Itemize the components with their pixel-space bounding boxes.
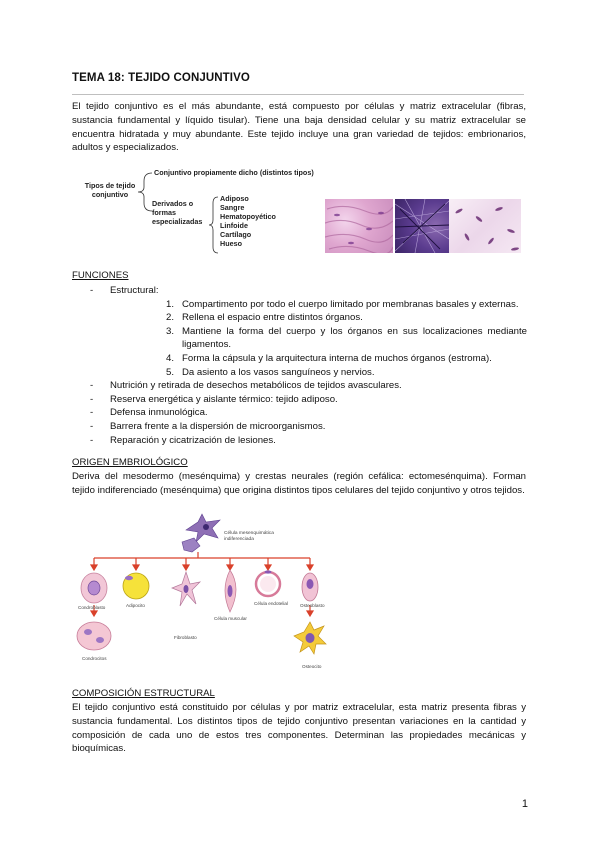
label-condrocitos: Condrocitos bbox=[82, 656, 107, 661]
subtype-hueso: Hueso bbox=[220, 239, 242, 248]
adipocyte-icon bbox=[123, 573, 149, 599]
list-item: 5. Da asiento a los vasos sanguíneos y nervios. bbox=[166, 366, 375, 378]
micrograph-light-tissue bbox=[449, 199, 521, 253]
list-item: - Barrera frente a la dispersión de microorganismos. bbox=[90, 420, 326, 432]
label-celula-muscular: Célula muscular bbox=[214, 616, 247, 621]
list-item: - Reserva energética y aislante térmico: tejido adiposo. bbox=[90, 393, 338, 405]
functions-heading: FUNCIONES bbox=[72, 270, 129, 281]
muscle-cell-icon bbox=[225, 570, 236, 612]
page-number: 1 bbox=[521, 798, 528, 810]
subtype-sangre: Sangre bbox=[220, 203, 245, 212]
cell-differentiation-diagram bbox=[74, 512, 336, 672]
list-item: - Estructural: 1. Compartimento por todo el cuerpo limitado por membranas basales y externas. 2. Rellena el espacio entre distintos órganos. 3. Mantiene la forma del cuerpo y los órganos en sus localizaciones mediante ligamentos. 4. Forma la cápsula y la arquitectura interna de muchos órganos (estroma). 5. Da asiento a los vasos sanguíneos y nervios. bbox=[90, 285, 527, 378]
subtype-linfoide: Linfoide bbox=[220, 221, 248, 230]
fibroblast-icon bbox=[172, 572, 200, 606]
classification-branch-proper: Conjuntivo propiamente dicho (distintos tipos) bbox=[154, 168, 314, 177]
page-title: TEMA 18: TEJIDO CONJUNTIVO bbox=[72, 72, 250, 84]
structure-heading: COMPOSICIÓN ESTRUCTURAL bbox=[72, 688, 215, 699]
micrograph-light-texture bbox=[449, 199, 521, 253]
list-item: 3. Mantiene la forma del cuerpo y los órganos en sus localizaciones mediante ligamentos. bbox=[166, 325, 527, 351]
chondroblast-icon bbox=[81, 573, 107, 603]
diagram-source-label-line1: Célula mesenquimática bbox=[224, 531, 274, 536]
subtype-hematopoyetico: Hematopoyético bbox=[220, 212, 276, 221]
origin-heading: ORIGEN EMBRIOLÓGICO bbox=[72, 457, 188, 468]
label-osteocito: Osteocito bbox=[302, 664, 322, 669]
classification-diagram bbox=[72, 165, 322, 260]
label-celula-endotelial: Célula endotelial bbox=[254, 601, 288, 606]
label-adipocito: Adipocito bbox=[126, 603, 145, 608]
classification-branch-derived-line1: Derivados o bbox=[152, 199, 194, 208]
list-item: - Nutrición y retirada de desechos metabólicos de tejidos avasculares. bbox=[90, 380, 402, 392]
micrograph-purple-texture bbox=[395, 199, 449, 253]
title-divider bbox=[72, 94, 524, 95]
label-fibroblasto: Fibroblasto bbox=[174, 635, 197, 640]
diagram-source-label-line2: indiferenciada bbox=[224, 537, 254, 542]
list-item: 2. Rellena el espacio entre distintos órganos. bbox=[166, 312, 363, 324]
origin-paragraph: Deriva del mesodermo (mesénquima) y crestas neurales (región cefálica: ectomesénquima). Forman tejido indiferenciado (mesénquima) que origina distintos tipos celulares del tejido conjuntivo y otros tejidos. bbox=[72, 471, 526, 496]
list-item: - Reparación y cicatrización de lesiones. bbox=[90, 434, 276, 446]
classification-branch-derived-line2: formas bbox=[152, 208, 176, 217]
endothelial-cell-icon bbox=[256, 570, 280, 596]
structural-sublist bbox=[110, 298, 526, 380]
micrograph-pink-texture bbox=[325, 199, 393, 253]
micrograph-pink-tissue bbox=[325, 199, 393, 253]
list-item: 1. Compartimento por todo el cuerpo limitado por membranas basales y externas. bbox=[166, 298, 519, 310]
functions-list bbox=[72, 284, 526, 447]
intro-paragraph: El tejido conjuntivo es el más abundante, está compuesto por células y matriz extracelular (fibras, sustancia fundamental y líquido tisular). Tiene una baja densidad celular y su matriz extracelular se encuentra hidratada y muy abundante. Este tejido incluye una gran variedad de tejidos: embrionarios, adultos y especializados. bbox=[72, 101, 526, 154]
subtype-cartilago: Cartílago bbox=[220, 230, 252, 239]
osteoblast-icon bbox=[302, 573, 318, 601]
label-condroblasto: Condroblasto bbox=[78, 605, 106, 610]
structure-paragraph: El tejido conjuntivo está constituido por células y por matriz extracelular, esta matriz presenta fibras y sustancia fundamental. Los distintos tipos de tejido conjuntivo presentan variaciones en la cantidad y composición de cada uno de estos tres componentes. Determinan las propiedades mecánicas y bioquímicas. bbox=[72, 702, 526, 755]
list-item: - Defensa inmunológica. bbox=[90, 407, 208, 419]
function-text: Estructural: bbox=[110, 285, 159, 296]
mesenchymal-cell-icon bbox=[182, 514, 220, 552]
osteocyte-icon bbox=[294, 622, 326, 654]
list-item: 4. Forma la cápsula y la arquitectura interna de muchos órganos (estroma). bbox=[166, 352, 492, 364]
classification-root-line2: conjuntivo bbox=[91, 190, 129, 199]
subtype-adiposo: Adiposo bbox=[220, 194, 249, 203]
classification-branch-derived-line3: especializadas bbox=[152, 217, 203, 226]
classification-root-line1: Tipos de tejido bbox=[84, 181, 136, 190]
label-osteoblasto: Osteoblasto bbox=[300, 603, 325, 608]
chondrocytes-icon bbox=[77, 622, 111, 650]
